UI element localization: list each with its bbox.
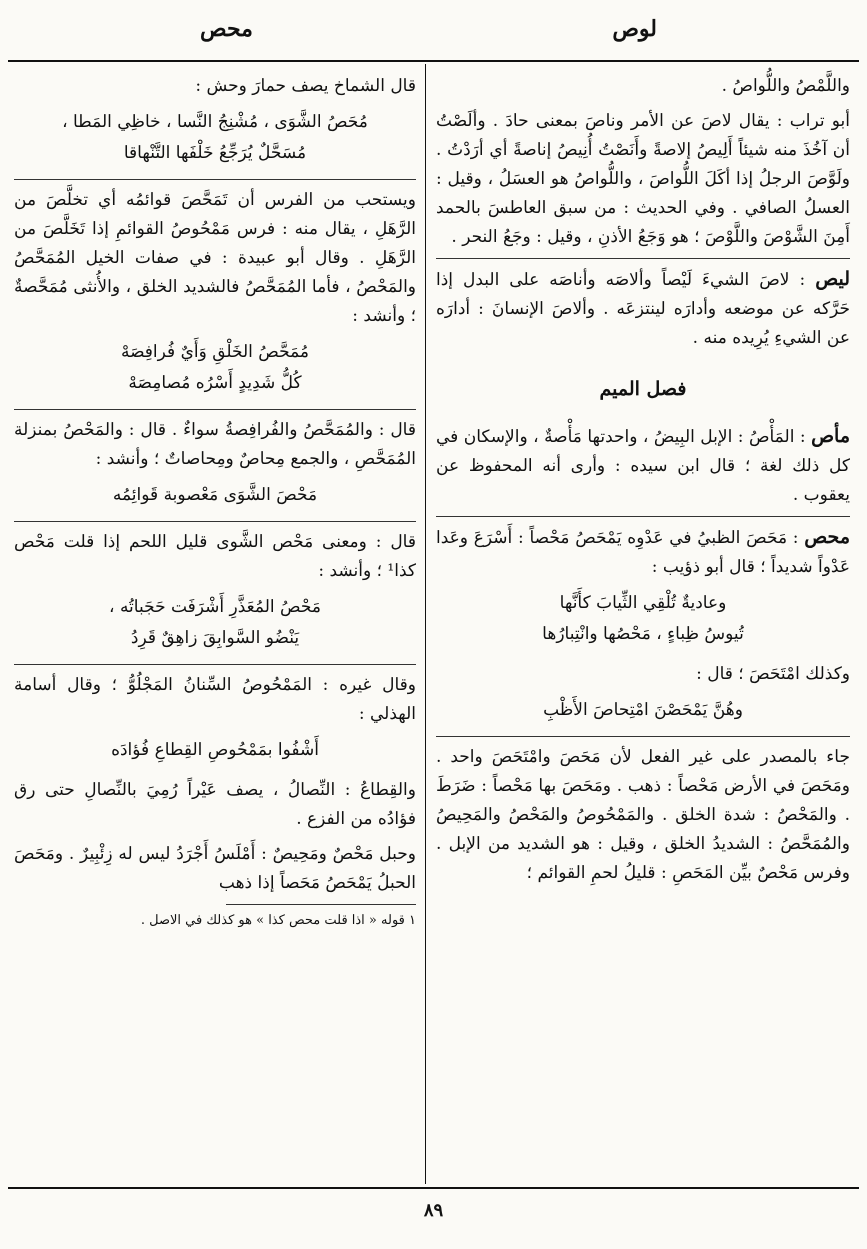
top-rule — [8, 60, 859, 62]
verse-line: وهُنَّ يَمْحَصْنَ امْتِحاصَ الأَظْبِ — [543, 700, 743, 720]
verse-line: مُمَحَّصُ الخَلْقِ وَأَيٌ فُرافِصَهْ — [120, 342, 310, 362]
section-title: فصل الميم — [599, 378, 687, 400]
entry-text: قال : ومعنى مَحْص الشَّوى قليل اللحم إذا قلت مَحْص كذا¹ ؛ وأنشد : — [14, 532, 416, 581]
entry-text: واللَّمْصُ واللُّواصُ . — [721, 76, 850, 96]
headword-leys: ليص — [815, 268, 850, 290]
verse-block — [436, 588, 850, 650]
verse-line: مَحْصَ الشَّوَى مَعْصوبة قَوائِمُه — [112, 485, 318, 505]
verse-block — [14, 592, 416, 654]
entry-maas — [436, 422, 850, 510]
verse-block — [436, 695, 850, 726]
entry-text: وحبل مَحْصٌ ومَحِيصٌ : أَمْلَسُ أَجْرَدُ ليس له زِئْبِيرٌ . ومَحَصَ الحبلُ يَمْحَصُ مَحَصاً إذا ذهب — [14, 844, 416, 893]
entry-leys — [436, 265, 850, 353]
headword-mahs: محص — [804, 526, 850, 548]
entry-divider — [436, 516, 850, 517]
entry-text: جاء بالمصدر على غير الفعل لأن مَحَصَ وامْتَحَصَ واحد . ومَحَصَ في الأرض مَحْصاً : ذهب . ومَحَصَ بها مَحْصاً : ضَرَطَ . والمَحْصُ : شدة الخلق . والمَمْحُوصُ والمَحْصُ والمَحِيصُ والمُمَحَّصُ : الشديدُ الخلق ، وقيل : هو الشديد من الإبل . وفرس مَحْصٌ بيِّن المَحَصِ : قليلُ لحمِ القوائم ؛ — [436, 747, 850, 883]
running-head-left: محص — [200, 16, 253, 42]
page-number: ٨٩ — [423, 1200, 444, 1221]
entry-text: ويستحب من الفرس أن تَمَحَّصَ قوائمُه أي تخلَّصَ من الرَّهَلِ ، يقال منه : فرس مَمْحُوصُ القوائمِ إذا تَخَلَّصَ من الرَّهَلِ . وقال أبو عبيدة : في صفات الخيل المُمَحَّصُ والمَحْصُ ، فأما المُمَحَّصُ فالشديد الخلق ، والأُنثى مُمَحَّصةٌ ؛ وأنشد : — [14, 190, 416, 326]
entry-text: والقِطاعُ : النِّصالُ ، يصف عَيْراً رُمِيَ بالنِّصالِ حتى رق فؤادُه من الفزع . — [14, 780, 416, 829]
verse-block — [14, 735, 416, 766]
running-head-right: لوص — [612, 16, 657, 42]
right-column — [436, 72, 850, 894]
entry-text: : مَحَصَ الظبيُ في عَدْوِه يَمْحَصُ مَحْصاً : أَسْرَعَ وعَدا عَدْواً شديداً ؛ قال أبو ذؤيب : — [436, 528, 850, 577]
column-divider — [425, 64, 426, 1184]
footnote: ١ قوله « اذا قلت محص كذا » هو كذلك في الاصل . — [140, 913, 416, 928]
verse-line: تُيوسُ ظِباءٍ ، مَحْصُها وانْتِبارُها — [542, 624, 744, 644]
entry-text: : لاصَ الشيءَ لَيْصاً وألاصَه وأناصَه على البدل إذا حَرَّكه عن موضعه وأدارَه لينتزعَه . وألاصَ الإنسانَ : أدارَه عن الشيءِ يُرِيده منه . — [436, 270, 850, 348]
verse-line: وعاديةٌ تُلْقِي الثِّيابَ كأَنَّها — [559, 593, 727, 613]
entry-divider — [14, 179, 416, 180]
verse-line: كُلُّ شَدِيدٍ أَسْرُه مُصامِصَهْ — [128, 373, 302, 393]
entry-text: وقال غيره : المَمْحُوصُ السِّنانُ المَجْلُوُّ ؛ وقال أسامة الهذلي : — [14, 675, 416, 724]
verse-line: مُحَصُ الشَّوَى ، مُشْنِجُ النَّسا ، خاظِي المَطا ، — [62, 112, 368, 132]
verse-block — [14, 480, 416, 511]
headword-maas: مأص — [811, 425, 850, 447]
entry-text: : المَأْصُ : الإبل البِيضُ ، واحدتها مَأْصةٌ ، والإسكان في كل ذلك لغة ؛ قال ابن سيده : وأرى أنه المحفوظ عن يعقوب . — [436, 427, 850, 505]
entry-text: وكذلك امْتَحَصَ ؛ قال : — [696, 664, 850, 684]
bottom-rule — [8, 1187, 859, 1189]
verse-line: مُسَحَّلٌ يُرَجِّعُ خَلْفَها التَّنْهاقا — [123, 143, 307, 163]
verse-block — [14, 107, 416, 169]
verse-line: يَنْضُو السَّوابِقَ زاهِقٌ قَرِدُ — [130, 628, 300, 648]
verse-block — [14, 337, 416, 399]
footnote-rule — [226, 904, 416, 905]
verse-line: أَشْفُوا بمَمْحُوصِ القِطاعِ فُؤادَه — [111, 740, 319, 760]
entry-mahs — [436, 523, 850, 582]
verse-line: مَحْصُ المُعَذَّرِ أَشْرَفَت حَجَباتُه ، — [109, 597, 321, 617]
entry-divider — [14, 409, 416, 410]
entry-text: أبو تراب : يقال لاصَ عن الأمر وناصَ بمعنى حادَ . وألَصْتُ أن آخُذَ منه شيئاً أَلِيصُ إلاصةً وأَنَصْتُ أُنِيصُ إناصةً أي أرَدْتُ . ولَوَّصَ الرجلُ إذا أكَلَ اللُّواصَ ، واللُّواصُ هو العسَلُ ، وقيل : العسلُ الصافي . وفي الحديث : من سبق العاطسَ بالحمد أَمِنَ الشَّوْصَ واللَّوْصَ ؛ هو وَجَعُ الأذنِ ، وقيل : وجَعُ النحر . — [436, 111, 850, 247]
entry-text: قال : والمُمَحَّصُ والفُرافِصةُ سواءٌ . قال : والمَحْصُ بمنزلة المُمَحَّصِ ، والجمع مِحاصٌ ومِحاصاتٌ ؛ وأنشد : — [14, 420, 416, 469]
entry-divider — [14, 664, 416, 665]
entry-divider — [436, 258, 850, 259]
entry-text: قال الشماخ يصف حمارَ وحش : — [195, 76, 416, 96]
entry-divider — [14, 521, 416, 522]
left-column — [14, 72, 416, 931]
entry-divider — [436, 736, 850, 737]
